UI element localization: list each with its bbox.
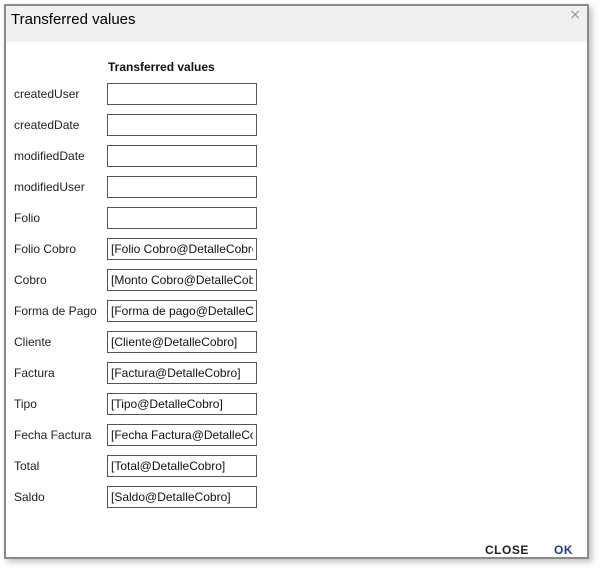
field-value-input[interactable] xyxy=(107,83,257,105)
field-label: Fecha Factura xyxy=(14,428,92,442)
field-value-input[interactable] xyxy=(107,114,257,136)
field-value-input[interactable] xyxy=(107,486,257,508)
field-label: Saldo xyxy=(14,490,45,504)
field-row xyxy=(6,455,587,479)
field-row xyxy=(6,207,587,231)
field-label: Factura xyxy=(14,366,55,380)
field-value-input[interactable] xyxy=(107,393,257,415)
close-button[interactable]: CLOSE xyxy=(485,543,529,557)
field-label: modifiedUser xyxy=(14,180,85,194)
field-value-input[interactable] xyxy=(107,362,257,384)
field-row xyxy=(6,176,587,200)
field-row xyxy=(6,393,587,417)
field-label: createdDate xyxy=(14,118,80,132)
field-value-input[interactable] xyxy=(107,176,257,198)
field-value-input[interactable] xyxy=(107,238,257,260)
field-value-input[interactable] xyxy=(107,145,257,167)
field-value-input[interactable] xyxy=(107,424,257,446)
field-label: Cliente xyxy=(14,335,52,349)
dialog-titlebar xyxy=(6,6,587,42)
field-row xyxy=(6,114,587,138)
column-header: Transferred values xyxy=(108,60,215,74)
field-label: Folio xyxy=(14,211,41,225)
field-row xyxy=(6,300,587,324)
field-label: createdUser xyxy=(14,87,80,101)
field-value-input[interactable] xyxy=(107,300,257,322)
field-row xyxy=(6,83,587,107)
field-label: modifiedDate xyxy=(14,149,85,163)
field-label: Forma de Pago xyxy=(14,304,97,318)
field-row xyxy=(6,424,587,448)
close-icon[interactable]: × xyxy=(569,7,581,23)
field-row xyxy=(6,238,587,262)
field-value-input[interactable] xyxy=(107,207,257,229)
field-label: Total xyxy=(14,459,40,473)
field-row xyxy=(6,486,587,510)
field-label: Tipo xyxy=(14,397,37,411)
field-row xyxy=(6,362,587,386)
field-row xyxy=(6,145,587,169)
field-value-input[interactable] xyxy=(107,269,257,291)
transferred-values-dialog xyxy=(4,4,589,559)
field-value-input[interactable] xyxy=(107,455,257,477)
field-row xyxy=(6,269,587,293)
field-row xyxy=(6,331,587,355)
dialog-title: Transferred values xyxy=(11,11,136,28)
field-label: Folio Cobro xyxy=(14,242,77,256)
field-label: Cobro xyxy=(14,273,47,287)
ok-button[interactable]: OK xyxy=(554,543,573,557)
field-value-input[interactable] xyxy=(107,331,257,353)
